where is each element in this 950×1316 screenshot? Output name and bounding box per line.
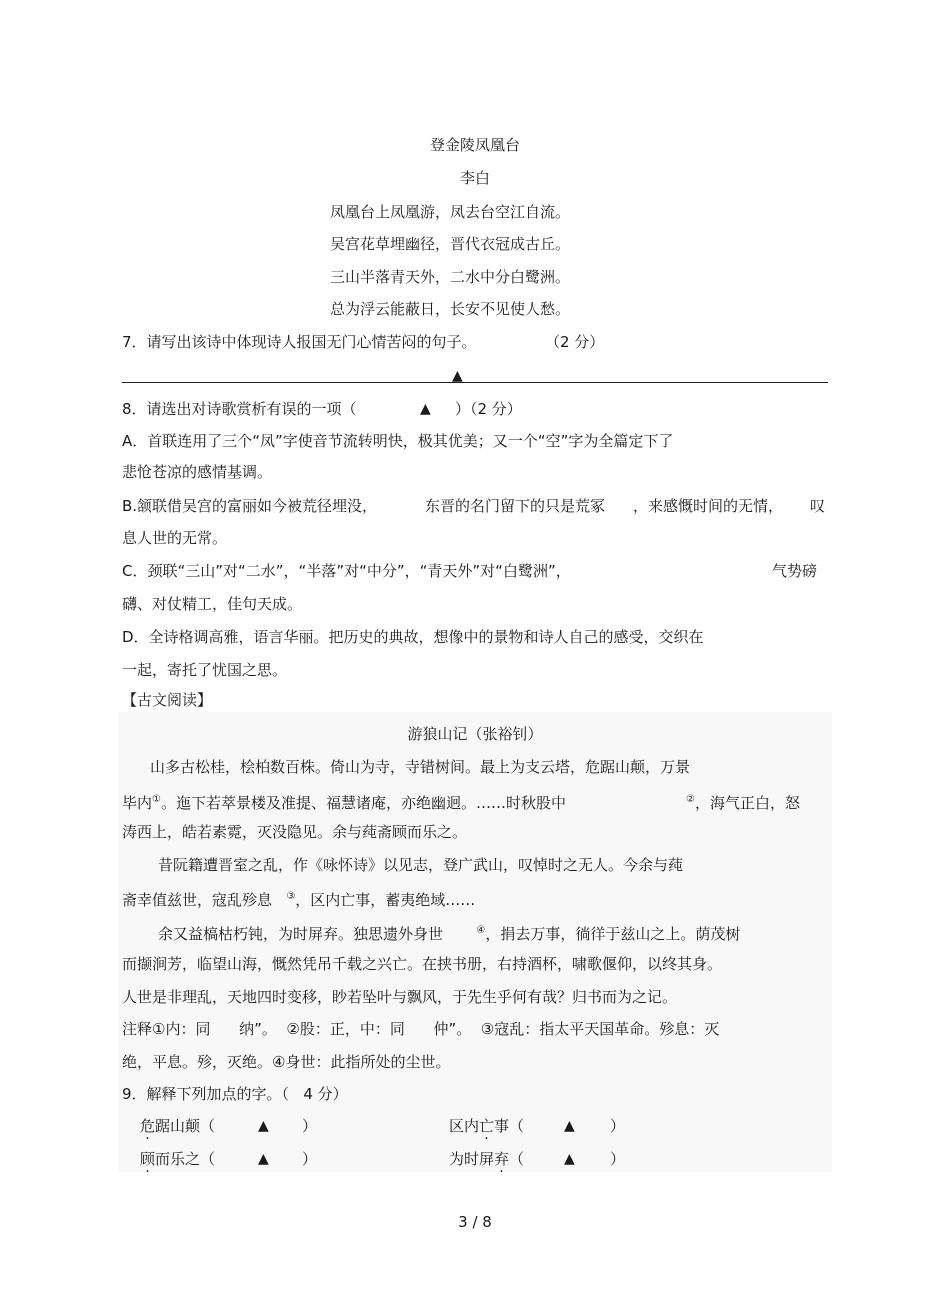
passage-line: 而撷涧芳，临望山海，慨然凭吊千载之兴亡。在挟书册，右持酒杯，啸歌偃仰，以终其身。 xyxy=(122,955,723,973)
note-text: ③寇乱：指太平天国革命。殄息：灭 xyxy=(480,1020,720,1038)
footnote-marker: ① xyxy=(152,794,161,805)
passage-text: 。迤下若萃景楼及准提、福慧诸庵，亦绝幽迥。……时秋股中 xyxy=(160,794,566,812)
passage-text: ，海气正白，怒 xyxy=(694,794,800,812)
passage-title: 游狼山记（张裕钊） xyxy=(407,725,543,743)
option-b-part-4: 叹 xyxy=(810,497,826,515)
option-c-part-2: 气势磅 xyxy=(772,562,818,580)
option-a-line-1: A．首联连用了三个“凤”字使音节流转明快，极其优美；又一个“空”字为全篇定下了 xyxy=(122,432,674,450)
footnote-marker: ③ xyxy=(286,891,296,902)
answer-triangle: ▲ xyxy=(420,401,431,417)
dotted-char: 顾 xyxy=(140,1150,156,1168)
passage-text: 余又益槁枯朽钝，为时屏弃。独思遗外身世 xyxy=(158,925,444,943)
poem-line: 三山半落青天外，二水中分白鹭洲。 xyxy=(330,268,571,286)
q9-item-4 xyxy=(449,1149,524,1169)
passage-line: 昔阮籍遭晋室之乱，作《咏怀诗》以见志，登广武山，叹悼时之无人。今余与莼 xyxy=(158,856,684,874)
q9-item-text: 区内 xyxy=(449,1117,480,1135)
passage-text: 斋幸值兹世，寇乱殄息 xyxy=(122,891,273,909)
q9-item-close: ） xyxy=(302,1117,318,1135)
q9-item-2 xyxy=(449,1116,524,1136)
option-b-line-2: 息人世的无常。 xyxy=(122,529,228,547)
footnote-marker: ④ xyxy=(476,925,486,936)
answer-line xyxy=(122,382,828,383)
passage-text: 毕内 xyxy=(122,794,153,812)
passage-line xyxy=(686,790,800,813)
note-text: ②股：正，中：同 xyxy=(286,1020,405,1038)
option-d-line-1: D．全诗格调高雅，语言华丽。把历史的典故，想像中的景物和诗人自己的感受，交织在 xyxy=(122,628,704,646)
answer-triangle: ▲ xyxy=(258,1118,269,1134)
passage-text: ，捐去万事，徜徉于兹山之上。荫茂树 xyxy=(485,925,741,943)
passage-line: 山多古松桂，桧柏数百株。倚山为寺，寺错树间。最上为支云塔，危踞山颠，万景 xyxy=(150,758,691,776)
q9-item-text: （ xyxy=(509,1150,525,1168)
q9-item-close: ） xyxy=(610,1117,626,1135)
passage-line xyxy=(158,921,740,944)
answer-triangle: ▲ xyxy=(452,368,463,384)
dotted-char: 弃 xyxy=(494,1150,510,1168)
passage-line: 人世是非理乱，天地四时变移，眇若坠叶与飘风，于先生乎何有哉？归书而为之记。 xyxy=(122,988,678,1006)
q9-item-text: 事（ xyxy=(494,1117,525,1135)
question-7-points: （2 分） xyxy=(545,333,605,351)
option-c-line-2: 礴、对仗精工，佳句天成。 xyxy=(122,595,303,613)
question-9-text: 9．解释下列加点的字。（ xyxy=(122,1085,290,1103)
notes-line: 绝，平息。殄，灭绝。④身世：此指所处的尘世。 xyxy=(122,1053,451,1071)
q9-item-close: ） xyxy=(610,1150,626,1168)
q9-item-3 xyxy=(140,1149,215,1169)
q9-item-text: 踞山颠（ xyxy=(155,1117,216,1135)
note-text: 仲”。 xyxy=(433,1020,472,1038)
question-8-stem: 8．请选出对诗歌赏析有误的一项（ xyxy=(122,400,357,418)
option-c-part-1: C．颈联“三山”对“二水”，“半落”对“中分”，“青天外”对“白鹭洲”， xyxy=(122,562,571,580)
dotted-char: 危 xyxy=(140,1117,156,1135)
answer-triangle: ▲ xyxy=(258,1151,269,1167)
answer-triangle: ▲ xyxy=(564,1151,575,1167)
passage-line xyxy=(122,790,566,813)
page-number: 3 / 8 xyxy=(458,1213,492,1231)
dotted-char: 亡 xyxy=(479,1117,495,1135)
passage-text: ，区内亡事，蓄夷绝域…… xyxy=(295,891,476,909)
question-8-points: ）（2 分） xyxy=(455,400,522,418)
poem-line: 凤凰台上凤凰游，凤去台空江自流。 xyxy=(330,203,571,221)
poem-title: 登金陵凤凰台 xyxy=(429,136,520,154)
q9-item-1 xyxy=(140,1116,215,1136)
option-b-part-3: ，来感慨时间的无情， xyxy=(633,497,784,515)
poem-author: 李白 xyxy=(459,169,490,187)
option-a-line-2: 悲怆苍凉的感情基调。 xyxy=(122,463,273,481)
option-d-line-2: 一起，寄托了忧国之思。 xyxy=(122,661,288,679)
question-9 xyxy=(122,1084,348,1104)
q9-item-text: 为时屏 xyxy=(449,1150,495,1168)
q9-item-text: 而乐之（ xyxy=(155,1150,216,1168)
passage-line: 涛西上，皓若素霓，灭没隐见。余与莼斋顾而乐之。 xyxy=(122,823,468,841)
note-text: 纳”。 xyxy=(239,1020,277,1038)
option-b-part-2: 东晋的名门留下的只是荒冢 xyxy=(425,497,606,515)
section-header: 【古文阅读】 xyxy=(122,691,213,709)
poem-line: 总为浮云能蔽日，长安不见使人愁。 xyxy=(330,300,571,318)
answer-triangle: ▲ xyxy=(564,1118,575,1134)
footnote-marker: ② xyxy=(686,794,695,805)
notes-line xyxy=(122,1019,719,1039)
option-b-part-1: B.颔联借吴宫的富丽如今被荒径埋没， xyxy=(122,497,378,515)
note-text: 注释①内：同 xyxy=(122,1020,211,1038)
poem-line: 吴宫花草埋幽径，晋代衣冠成古丘。 xyxy=(330,235,571,253)
question-9-points: 4 分） xyxy=(303,1085,348,1103)
q9-item-close: ） xyxy=(302,1150,318,1168)
question-7: 7．请写出该诗中体现诗人报国无门心情苦闷的句子。 xyxy=(122,333,477,351)
passage-line xyxy=(122,887,475,910)
